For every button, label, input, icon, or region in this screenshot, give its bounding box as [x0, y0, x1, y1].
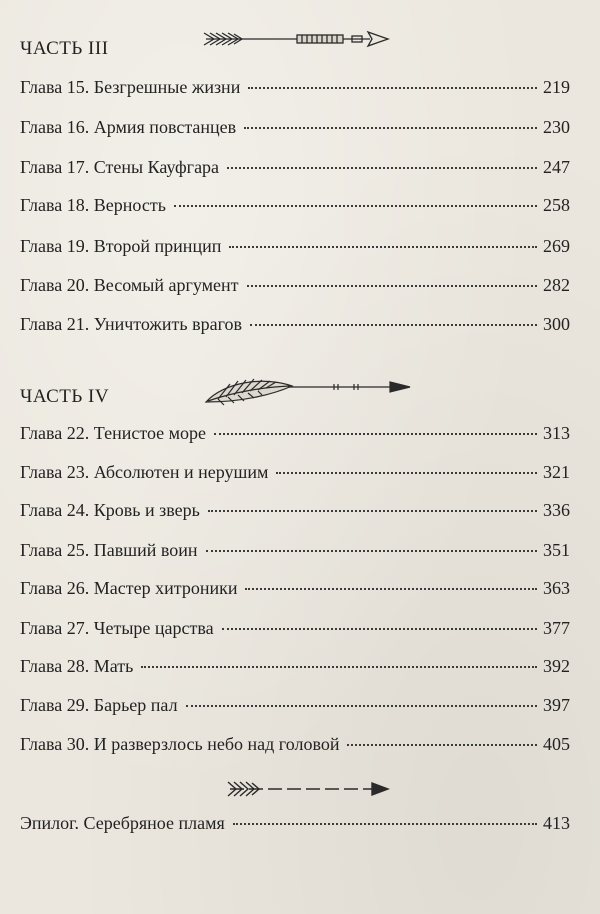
chapter-title: Глава 16. Армия повстанцев — [20, 117, 237, 137]
page-number: 397 — [543, 695, 570, 715]
page-number: 413 — [543, 813, 570, 833]
dot-leader — [141, 666, 537, 668]
page-number: 363 — [543, 578, 570, 598]
dot-leader — [250, 324, 537, 326]
toc-entry[interactable] — [20, 578, 570, 602]
dot-leader — [245, 588, 537, 590]
toc-entry-epilogue[interactable] — [20, 813, 570, 837]
page-number: 300 — [543, 314, 570, 334]
chapter-title: Глава 30. И разверзлось небо над головой — [20, 734, 340, 754]
toc-entry[interactable] — [20, 275, 570, 299]
dot-leader — [233, 823, 537, 825]
page-number: 230 — [543, 117, 570, 137]
page-number: 321 — [543, 462, 570, 482]
chapter-title: Глава 24. Кровь и зверь — [20, 500, 200, 520]
dot-leader — [208, 510, 537, 512]
chapter-title: Глава 20. Весомый аргумент — [20, 275, 239, 295]
toc-entry[interactable] — [20, 695, 570, 719]
toc-entry[interactable] — [20, 157, 570, 181]
chapter-title: Глава 28. Мать — [20, 656, 134, 676]
part-4-title: ЧАСТЬ IV — [20, 386, 110, 407]
arrow-ornament-icon — [202, 28, 392, 50]
dot-leader — [186, 705, 537, 707]
toc-entry[interactable] — [20, 423, 570, 447]
chapter-title: Глава 23. Абсолютен и нерушим — [20, 462, 269, 482]
dot-leader — [227, 167, 537, 169]
chapter-title: Глава 26. Мастер хитроники — [20, 578, 238, 598]
chapter-title: Глава 21. Уничтожить врагов — [20, 314, 243, 334]
chapter-title: Глава 22. Тенистое море — [20, 423, 207, 443]
dot-leader — [276, 472, 537, 474]
chapter-title: Глава 17. Стены Кауфгара — [20, 157, 220, 177]
page-number: 313 — [543, 423, 570, 443]
page-number: 405 — [543, 734, 570, 754]
page-number: 247 — [543, 157, 570, 177]
chapter-title: Глава 19. Второй принцип — [20, 236, 222, 256]
toc-entry[interactable] — [20, 117, 570, 141]
small-arrow-ornament-icon — [226, 778, 390, 800]
dot-leader — [174, 205, 537, 207]
page-number: 219 — [543, 77, 570, 97]
page-number: 392 — [543, 656, 570, 676]
chapter-title: Глава 29. Барьер пал — [20, 695, 178, 715]
toc-entry[interactable] — [20, 500, 570, 524]
page-number: 351 — [543, 540, 570, 560]
chapter-title: Глава 25. Павший воин — [20, 540, 198, 560]
toc-entry[interactable] — [20, 462, 570, 486]
dot-leader — [244, 127, 537, 129]
page-number: 282 — [543, 275, 570, 295]
toc-entry[interactable] — [20, 540, 570, 564]
page-number: 258 — [543, 195, 570, 215]
toc-entry[interactable] — [20, 656, 570, 680]
chapter-title: Глава 27. Четыре царства — [20, 618, 214, 638]
toc-entry[interactable] — [20, 734, 570, 758]
chapter-title: Глава 15. Безгрешные жизни — [20, 77, 241, 97]
epilogue-title: Эпилог. Серебряное пламя — [20, 813, 225, 833]
page-number: 336 — [543, 500, 570, 520]
part-3-title: ЧАСТЬ III — [20, 38, 109, 59]
toc-entry[interactable] — [20, 314, 570, 338]
feather-arrow-ornament-icon — [204, 372, 414, 412]
dot-leader — [206, 550, 537, 552]
dot-leader — [247, 285, 538, 287]
dot-leader — [222, 628, 537, 630]
toc-entry[interactable] — [20, 236, 570, 260]
dot-leader — [248, 87, 537, 89]
chapter-title: Глава 18. Верность — [20, 195, 166, 215]
dot-leader — [347, 744, 537, 746]
dot-leader — [214, 433, 537, 435]
dot-leader — [229, 246, 537, 248]
toc-entry[interactable] — [20, 195, 570, 219]
page-number: 269 — [543, 236, 570, 256]
toc-entry[interactable] — [20, 77, 570, 101]
page-number: 377 — [543, 618, 570, 638]
toc-entry[interactable] — [20, 618, 570, 642]
